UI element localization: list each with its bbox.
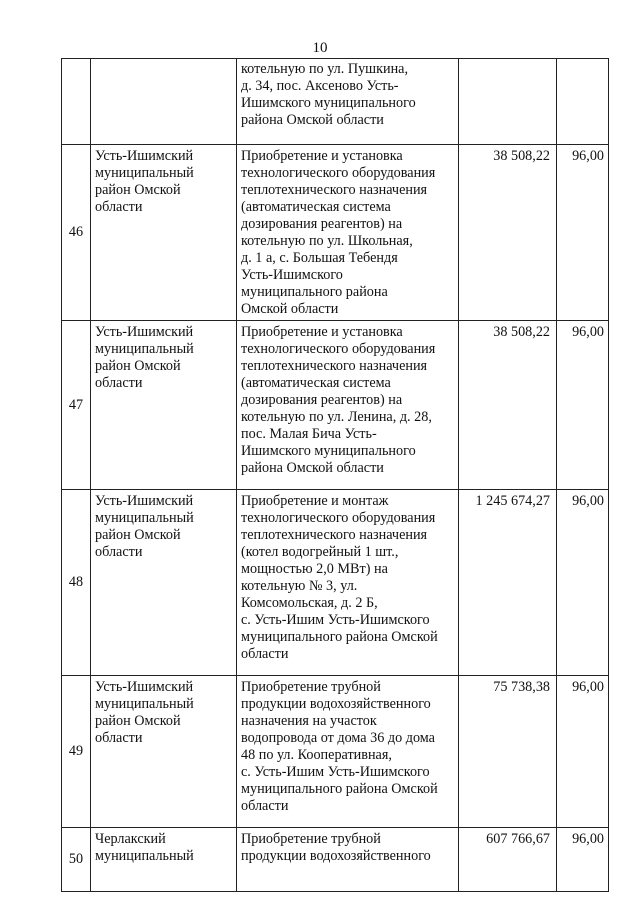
description-line: технологического оборудования <box>241 165 436 181</box>
municipality-line: области <box>95 375 143 391</box>
description-line: технологического оборудования <box>241 341 436 357</box>
description-line: продукции водохозяйственного <box>241 848 431 864</box>
amount-cell <box>459 59 557 145</box>
description-line: района Омской области <box>241 460 384 476</box>
description-line: муниципального района Омской <box>241 781 438 797</box>
table-body <box>62 59 609 892</box>
description-line: продукции водохозяйственного <box>241 696 431 712</box>
description-line: (автоматическая система <box>241 199 391 215</box>
description-line: с. Усть-Ишим Усть-Ишимского <box>241 764 430 780</box>
table-row <box>62 145 609 321</box>
row-number: 47 <box>62 321 91 490</box>
page-number: 10 <box>312 40 328 56</box>
municipality-cell <box>91 676 237 828</box>
row-number: 50 <box>62 828 91 892</box>
description-line: 48 по ул. Кооперативная, <box>241 747 392 763</box>
municipality-line: район Омской <box>95 358 181 374</box>
description-cell <box>237 59 459 145</box>
municipality-cell <box>91 59 237 145</box>
description-line: д. 34, пос. Аксеново Усть- <box>241 78 399 94</box>
description-cell <box>237 145 459 321</box>
percent-cell: 96,00 <box>557 490 609 676</box>
description-cell <box>237 490 459 676</box>
amount-cell: 607 766,67 <box>459 828 557 892</box>
description-line: теплотехнического назначения <box>241 182 428 198</box>
municipality-line: Усть-Ишимский <box>95 679 194 695</box>
table-row <box>62 59 609 145</box>
description-line: пос. Малая Бича Усть- <box>241 426 377 442</box>
percent-cell: 96,00 <box>557 828 609 892</box>
municipality-line: район Омской <box>95 527 181 543</box>
description-cell <box>237 828 459 892</box>
municipality-cell <box>91 145 237 321</box>
description-line: района Омской области <box>241 112 384 128</box>
municipality-line: муниципальный <box>95 848 194 864</box>
row-number: 48 <box>62 490 91 676</box>
description-line: мощностью 2,0 МВт) на <box>241 561 388 577</box>
description-line: водопровода от дома 36 до дома <box>241 730 435 746</box>
municipality-cell <box>91 321 237 490</box>
description-line: муниципального района <box>241 284 388 300</box>
description-line: котельную по ул. Пушкина, <box>241 61 409 77</box>
percent-cell <box>557 59 609 145</box>
description-line: котельную № 3, ул. <box>241 578 358 594</box>
description-line: теплотехнического назначения <box>241 527 428 543</box>
description-line: Приобретение и монтаж <box>241 493 389 509</box>
municipality-line: муниципальный <box>95 696 194 712</box>
row-number: 49 <box>62 676 91 828</box>
percent-cell: 96,00 <box>557 676 609 828</box>
description-line: области <box>241 798 289 814</box>
subsidy-table <box>61 58 609 892</box>
table-row <box>62 321 609 490</box>
percent-cell: 96,00 <box>557 145 609 321</box>
amount-cell: 1 245 674,27 <box>459 490 557 676</box>
amount-cell: 38 508,22 <box>459 145 557 321</box>
table-row <box>62 828 609 892</box>
row-number <box>62 59 91 145</box>
description-line: области <box>241 646 289 662</box>
description-line: дозирования реагентов) на <box>241 392 403 408</box>
description-line: Ишимского муниципального <box>241 443 416 459</box>
municipality-line: Усть-Ишимский <box>95 324 194 340</box>
municipality-line: муниципальный <box>95 510 194 526</box>
table-row <box>62 676 609 828</box>
description-line: Приобретение трубной <box>241 679 381 695</box>
description-cell <box>237 676 459 828</box>
municipality-cell <box>91 828 237 892</box>
description-line: д. 1 а, с. Большая Тебендя <box>241 250 398 266</box>
description-line: котельную по ул. Школьная, <box>241 233 413 249</box>
description-line: назначения на участок <box>241 713 377 729</box>
municipality-line: области <box>95 199 143 215</box>
amount-cell: 38 508,22 <box>459 321 557 490</box>
description-line: технологического оборудования <box>241 510 436 526</box>
municipality-line: Усть-Ишимский <box>95 148 194 164</box>
description-line: Усть-Ишимского <box>241 267 343 283</box>
municipality-line: Усть-Ишимский <box>95 493 194 509</box>
description-cell <box>237 321 459 490</box>
description-line: теплотехнического назначения <box>241 358 428 374</box>
description-line: Ишимского муниципального <box>241 95 416 111</box>
municipality-line: области <box>95 730 143 746</box>
municipality-cell <box>91 490 237 676</box>
table-row <box>62 490 609 676</box>
description-line: Приобретение трубной <box>241 831 381 847</box>
description-line: с. Усть-Ишим Усть-Ишимского <box>241 612 430 628</box>
municipality-line: области <box>95 544 143 560</box>
description-line: Приобретение и установка <box>241 148 403 164</box>
municipality-line: район Омской <box>95 182 181 198</box>
municipality-line: муниципальный <box>95 165 194 181</box>
municipality-line: Черлакский <box>95 831 166 847</box>
description-line: Приобретение и установка <box>241 324 403 340</box>
description-line: муниципального района Омской <box>241 629 438 645</box>
description-line: дозирования реагентов) на <box>241 216 403 232</box>
row-number: 46 <box>62 145 91 321</box>
amount-cell: 75 738,38 <box>459 676 557 828</box>
description-line: (котел водогрейный 1 шт., <box>241 544 399 560</box>
description-line: (автоматическая система <box>241 375 391 391</box>
municipality-line: район Омской <box>95 713 181 729</box>
percent-cell: 96,00 <box>557 321 609 490</box>
municipality-line: муниципальный <box>95 341 194 357</box>
description-line: Омской области <box>241 301 339 317</box>
description-line: котельную по ул. Ленина, д. 28, <box>241 409 432 425</box>
description-line: Комсомольская, д. 2 Б, <box>241 595 378 611</box>
